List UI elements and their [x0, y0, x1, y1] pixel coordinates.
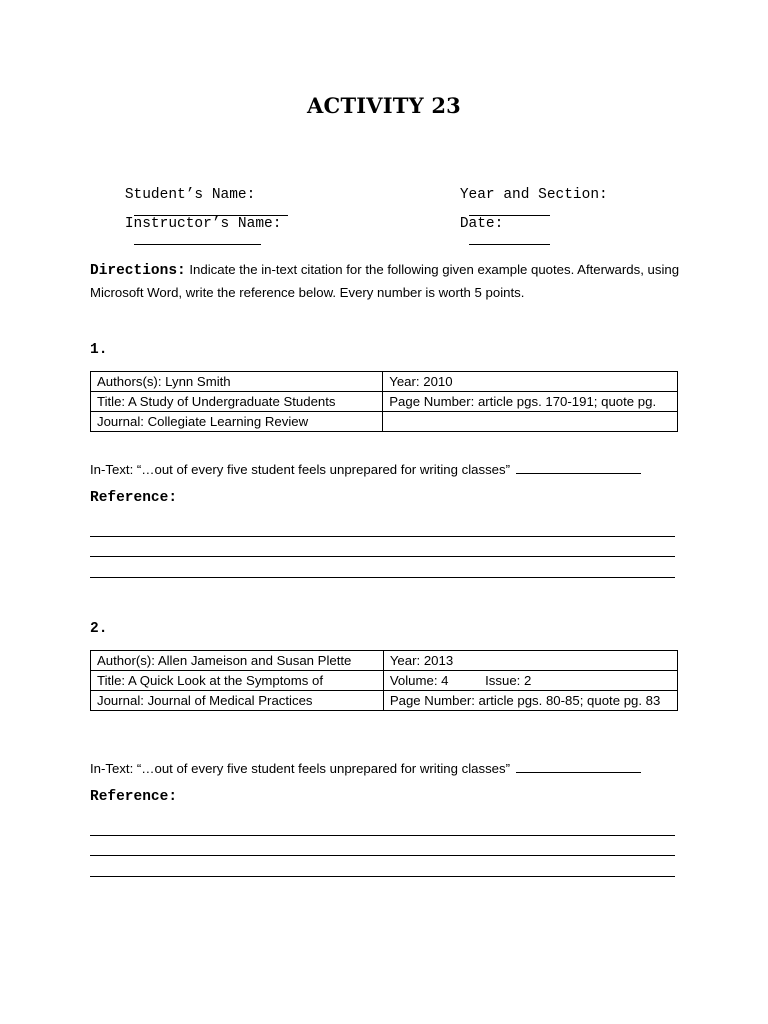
- date-label: Date:: [459, 216, 504, 232]
- table-cell: Year: 2010: [383, 372, 678, 392]
- reference-line[interactable]: [90, 876, 675, 877]
- instructor-name-field: [90, 200, 282, 232]
- reference-label: Reference:: [90, 789, 178, 805]
- student-name-label: Student’s Name:: [124, 187, 256, 203]
- table-row: [91, 412, 678, 432]
- instructor-name-label: Instructor’s Name:: [124, 216, 282, 232]
- item-number: 2.: [90, 621, 108, 637]
- table-cell: Authors(s): Lynn Smith: [91, 372, 383, 392]
- citation-table-2: [90, 650, 678, 711]
- directions: [90, 259, 690, 303]
- table-cell: Volume: 4 Issue: 2: [383, 671, 677, 691]
- table-cell: Journal: Journal of Medical Practices: [91, 691, 384, 711]
- year-section-field: [425, 171, 608, 203]
- table-cell: Title: A Study of Undergraduate Students: [91, 392, 383, 412]
- reference-line[interactable]: [90, 556, 675, 557]
- in-text-label: In-Text: “…out of every five student feels unprepared for writing classes”: [90, 462, 510, 477]
- in-text-blank[interactable]: [516, 461, 641, 474]
- page-title: ACTIVITY 23: [307, 93, 461, 118]
- reference-line[interactable]: [90, 835, 675, 836]
- table-cell: [383, 412, 678, 432]
- table-row: [91, 671, 678, 691]
- reference-line[interactable]: [90, 536, 675, 537]
- table-row: [91, 392, 678, 412]
- table-row: [91, 651, 678, 671]
- directions-text: Indicate the in-text citation for the following given example quotes. Afterwards, using Microsoft Word, write the reference below. Every number is worth 5 points.: [90, 262, 680, 300]
- table-cell: Page Number: article pgs. 80-85; quote pg. 83: [383, 691, 677, 711]
- directions-label: Directions:: [90, 263, 186, 279]
- table-cell: Page Number: article pgs. 170-191; quote pg.: [383, 392, 678, 412]
- instructor-name-blank[interactable]: [134, 232, 261, 245]
- citation-table-1: [90, 371, 678, 432]
- in-text-line-2: [90, 760, 641, 776]
- in-text-line-1: [90, 461, 641, 477]
- student-name-field: [90, 171, 288, 203]
- reference-line[interactable]: [90, 577, 675, 578]
- table-cell: Author(s): Allen Jameison and Susan Plette: [91, 651, 384, 671]
- table-cell: Year: 2013: [383, 651, 677, 671]
- date-blank[interactable]: [469, 232, 550, 245]
- in-text-blank[interactable]: [516, 760, 641, 773]
- reference-line[interactable]: [90, 855, 675, 856]
- table-cell: Title: A Quick Look at the Symptoms of: [91, 671, 384, 691]
- table-row: [91, 372, 678, 392]
- date-field: [425, 200, 550, 232]
- year-section-label: Year and Section:: [459, 187, 608, 203]
- table-cell: Journal: Collegiate Learning Review: [91, 412, 383, 432]
- table-row: [91, 691, 678, 711]
- reference-label: Reference:: [90, 490, 178, 506]
- item-number: 1.: [90, 342, 108, 358]
- in-text-label: In-Text: “…out of every five student feels unprepared for writing classes”: [90, 761, 510, 776]
